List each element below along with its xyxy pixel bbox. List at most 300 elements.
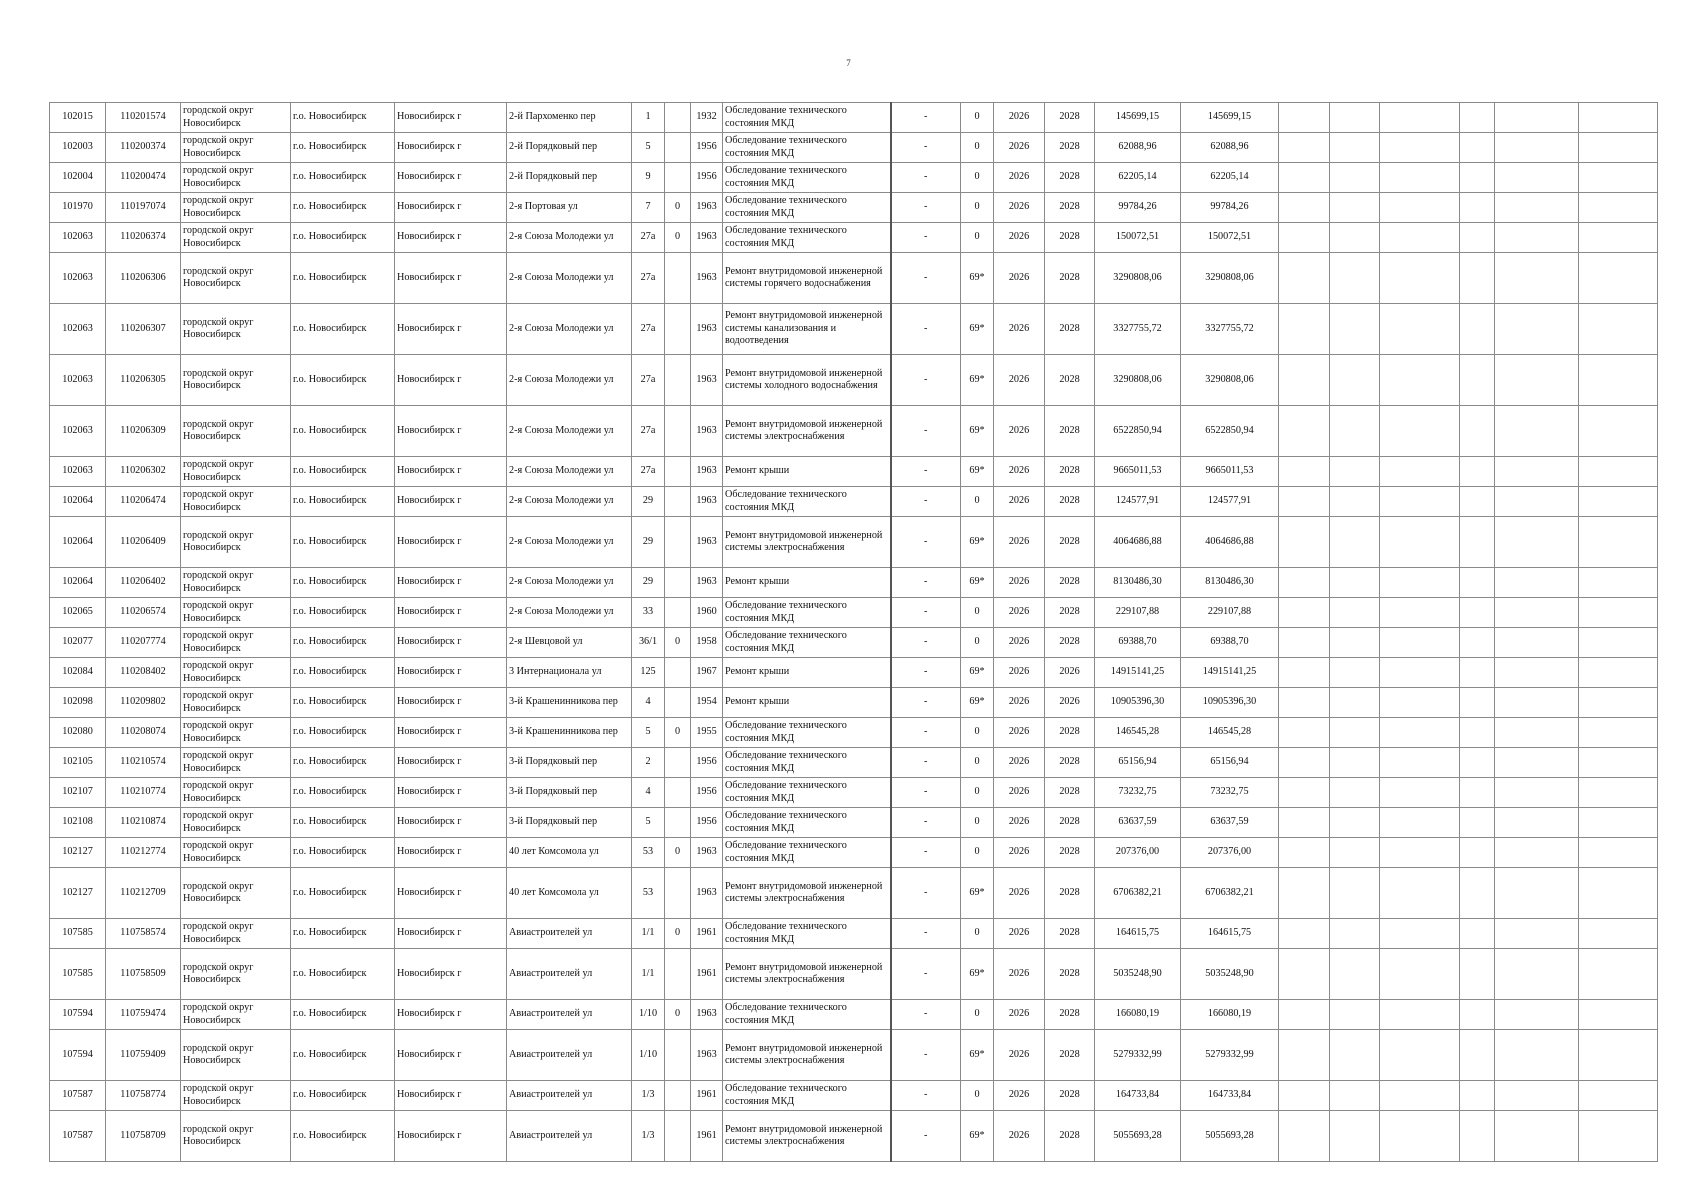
cell-municipal-unit: г.о. Новосибирск [291,949,395,1000]
cell-empty [1579,304,1658,355]
cell-work-id: 110758509 [106,949,181,1000]
cell-municipal-unit: г.о. Новосибирск [291,688,395,718]
cell-start-year: 2026 [994,1000,1045,1030]
cell-empty [1579,568,1658,598]
cell-municipal-unit: г.о. Новосибирск [291,778,395,808]
cell-building [665,1030,691,1081]
cell-house-number: 4 [632,688,665,718]
cell-year: 1956 [691,808,723,838]
cell-building: 0 [665,1000,691,1030]
cell-empty [1495,406,1579,457]
cell-empty [1460,748,1495,778]
table-row [50,1081,1658,1111]
cell-street: 2-я Шевцовой ул [507,628,632,658]
cell-empty [1279,103,1330,133]
cell-empty [1495,1111,1579,1162]
cell-start-year: 2026 [994,103,1045,133]
cell-empty [1579,868,1658,919]
cell-wear: 69* [961,568,994,598]
cell-building [665,457,691,487]
cell-municipality: городской округ Новосибирск [181,808,291,838]
cell-house-number: 29 [632,568,665,598]
cell-municipal-unit: г.о. Новосибирск [291,103,395,133]
cell-empty [1579,517,1658,568]
cell-municipal-unit: г.о. Новосибирск [291,718,395,748]
cell-municipal-unit: г.о. Новосибирск [291,406,395,457]
cell-end-year: 2028 [1045,748,1095,778]
cell-work-type: Ремонт крыши [723,658,891,688]
cell-house-number: 1 [632,103,665,133]
cell-empty [1460,517,1495,568]
cell-house-number: 1/3 [632,1081,665,1111]
cell-building [665,406,691,457]
cell-street: Авиастроителей ул [507,1111,632,1162]
cell-start-year: 2026 [994,193,1045,223]
cell-street: 3 Интернационала ул [507,658,632,688]
cell-empty [1495,304,1579,355]
cell-wear: 0 [961,193,994,223]
cell-empty [1460,1111,1495,1162]
cell-street: 2-я Союза Молодежи ул [507,406,632,457]
cell-street: 2-я Портовая ул [507,193,632,223]
cell-municipal-unit: г.о. Новосибирск [291,487,395,517]
cell-street: 2-й Порядковый пер [507,133,632,163]
cell-work-type: Обследование технического состояния МКД [723,778,891,808]
cell-work-id: 110206306 [106,253,181,304]
cell-empty [1460,1000,1495,1030]
cell-street: 2-я Союза Молодежи ул [507,304,632,355]
cell-year: 1960 [691,598,723,628]
cell-house-id: 102063 [50,355,106,406]
cell-dash: - [891,163,961,193]
cell-empty [1330,568,1380,598]
cell-building: 0 [665,223,691,253]
cell-empty [1460,487,1495,517]
cell-wear: 69* [961,688,994,718]
cell-municipal-unit: г.о. Новосибирск [291,658,395,688]
cell-work-id: 110212774 [106,838,181,868]
cell-municipality: городской округ Новосибирск [181,1030,291,1081]
cell-dash: - [891,628,961,658]
cell-municipality: городской округ Новосибирск [181,304,291,355]
cell-work-type: Ремонт внутридомовой инженерной системы электроснабжения [723,1111,891,1162]
cell-empty [1579,1000,1658,1030]
cell-building [665,1111,691,1162]
table-row [50,355,1658,406]
cell-cost-total: 229107,88 [1181,598,1279,628]
cell-start-year: 2026 [994,658,1045,688]
cell-street: 40 лет Комсомола ул [507,868,632,919]
cell-empty [1279,628,1330,658]
cell-work-id: 110200374 [106,133,181,163]
cell-empty [1279,1000,1330,1030]
cell-cost: 6706382,21 [1095,868,1181,919]
cell-street: 2-й Пархоменко пер [507,103,632,133]
cell-house-id: 102063 [50,223,106,253]
cell-building: 0 [665,838,691,868]
cell-end-year: 2028 [1045,808,1095,838]
cell-empty [1460,778,1495,808]
cell-work-id: 110206374 [106,223,181,253]
cell-work-type: Ремонт внутридомовой инженерной системы горячего водоснабжения [723,253,891,304]
cell-street: 3-й Порядковый пер [507,748,632,778]
cell-house-id: 102004 [50,163,106,193]
cell-dash: - [891,748,961,778]
cell-year: 1963 [691,304,723,355]
cell-dash: - [891,304,961,355]
cell-dash: - [891,568,961,598]
cell-end-year: 2028 [1045,868,1095,919]
cell-empty [1460,919,1495,949]
cell-empty [1579,919,1658,949]
cell-empty [1380,688,1460,718]
cell-start-year: 2026 [994,355,1045,406]
cell-start-year: 2026 [994,718,1045,748]
cell-empty [1460,628,1495,658]
cell-house-id: 107587 [50,1081,106,1111]
cell-building: 0 [665,919,691,949]
cell-building [665,355,691,406]
cell-empty [1330,193,1380,223]
cell-empty [1279,568,1330,598]
cell-empty [1460,1081,1495,1111]
cell-wear: 0 [961,598,994,628]
cell-empty [1495,718,1579,748]
cell-empty [1330,1081,1380,1111]
cell-work-id: 110208402 [106,658,181,688]
cell-empty [1460,163,1495,193]
cell-empty [1460,598,1495,628]
cell-end-year: 2028 [1045,1111,1095,1162]
cell-cost: 63637,59 [1095,808,1181,838]
cell-work-type: Ремонт крыши [723,568,891,598]
cell-municipal-unit: г.о. Новосибирск [291,163,395,193]
cell-cost-total: 207376,00 [1181,838,1279,868]
cell-empty [1380,598,1460,628]
cell-street: 2-я Союза Молодежи ул [507,568,632,598]
table-row [50,688,1658,718]
cell-start-year: 2026 [994,163,1045,193]
cell-municipality: городской округ Новосибирск [181,1111,291,1162]
cell-municipality: городской округ Новосибирск [181,688,291,718]
cell-empty [1380,1000,1460,1030]
cell-empty [1579,103,1658,133]
cell-wear: 0 [961,103,994,133]
cell-house-id: 102015 [50,103,106,133]
cell-end-year: 2028 [1045,598,1095,628]
cell-empty [1330,628,1380,658]
cell-empty [1279,748,1330,778]
cell-house-id: 107585 [50,949,106,1000]
cell-end-year: 2028 [1045,838,1095,868]
cell-year: 1963 [691,487,723,517]
cell-year: 1967 [691,658,723,688]
cell-end-year: 2026 [1045,688,1095,718]
cell-year: 1961 [691,919,723,949]
cell-cost: 4064686,88 [1095,517,1181,568]
cell-house-number: 53 [632,838,665,868]
cell-empty [1380,949,1460,1000]
cell-year: 1963 [691,838,723,868]
cell-building [665,103,691,133]
cell-cost: 5279332,99 [1095,1030,1181,1081]
cell-municipality: городской округ Новосибирск [181,355,291,406]
cell-empty [1279,133,1330,163]
cell-municipal-unit: г.о. Новосибирск [291,223,395,253]
table-row [50,457,1658,487]
cell-street: 2-я Союза Молодежи ул [507,223,632,253]
cell-cost-total: 164615,75 [1181,919,1279,949]
cell-settlement: Новосибирск г [395,133,507,163]
cell-wear: 69* [961,658,994,688]
cell-settlement: Новосибирск г [395,487,507,517]
cell-start-year: 2026 [994,1111,1045,1162]
cell-house-id: 102064 [50,487,106,517]
cell-dash: - [891,1030,961,1081]
cell-empty [1330,253,1380,304]
cell-empty [1380,517,1460,568]
cell-empty [1460,133,1495,163]
cell-settlement: Новосибирск г [395,748,507,778]
page-number: 7 [846,58,851,68]
cell-municipal-unit: г.о. Новосибирск [291,598,395,628]
cell-end-year: 2028 [1045,628,1095,658]
cell-work-id: 110206402 [106,568,181,598]
cell-empty [1460,223,1495,253]
cell-house-id: 102064 [50,517,106,568]
cell-work-type: Обследование технического состояния МКД [723,223,891,253]
cell-work-id: 110210574 [106,748,181,778]
cell-empty [1330,163,1380,193]
cell-cost-total: 6522850,94 [1181,406,1279,457]
cell-municipality: городской округ Новосибирск [181,778,291,808]
cell-building [665,688,691,718]
cell-wear: 69* [961,355,994,406]
cell-house-number: 27а [632,457,665,487]
cell-work-id: 110759409 [106,1030,181,1081]
cell-cost-total: 146545,28 [1181,718,1279,748]
cell-cost-total: 166080,19 [1181,1000,1279,1030]
cell-cost: 145699,15 [1095,103,1181,133]
cell-work-id: 110200474 [106,163,181,193]
cell-municipality: городской округ Новосибирск [181,1000,291,1030]
cell-start-year: 2026 [994,748,1045,778]
cell-empty [1330,838,1380,868]
cell-start-year: 2026 [994,517,1045,568]
cell-empty [1460,355,1495,406]
cell-work-type: Ремонт внутридомовой инженерной системы электроснабжения [723,868,891,919]
cell-house-number: 1/10 [632,1030,665,1081]
cell-work-type: Обследование технического состояния МКД [723,1081,891,1111]
cell-settlement: Новосибирск г [395,718,507,748]
cell-empty [1380,304,1460,355]
cell-municipality: городской округ Новосибирск [181,517,291,568]
cell-start-year: 2026 [994,223,1045,253]
cell-house-number: 33 [632,598,665,628]
cell-cost-total: 62088,96 [1181,133,1279,163]
cell-year: 1961 [691,1111,723,1162]
cell-wear: 0 [961,1081,994,1111]
cell-empty [1279,598,1330,628]
cell-municipality: городской округ Новосибирск [181,949,291,1000]
cell-work-id: 110206302 [106,457,181,487]
cell-street: 40 лет Комсомола ул [507,838,632,868]
cell-end-year: 2028 [1045,103,1095,133]
cell-dash: - [891,517,961,568]
cell-empty [1380,223,1460,253]
cell-year: 1961 [691,1081,723,1111]
cell-empty [1579,628,1658,658]
cell-house-number: 125 [632,658,665,688]
cell-cost-total: 6706382,21 [1181,868,1279,919]
cell-work-type: Обследование технического состояния МКД [723,628,891,658]
cell-empty [1495,223,1579,253]
cell-dash: - [891,949,961,1000]
cell-empty [1380,628,1460,658]
cell-work-id: 110201574 [106,103,181,133]
cell-start-year: 2026 [994,919,1045,949]
cell-settlement: Новосибирск г [395,949,507,1000]
cell-empty [1279,457,1330,487]
table-row [50,163,1658,193]
cell-cost: 99784,26 [1095,193,1181,223]
cell-street: 3-й Крашенинникова пер [507,718,632,748]
cell-settlement: Новосибирск г [395,406,507,457]
cell-settlement: Новосибирск г [395,778,507,808]
cell-settlement: Новосибирск г [395,163,507,193]
cell-settlement: Новосибирск г [395,193,507,223]
cell-empty [1579,253,1658,304]
cell-end-year: 2028 [1045,253,1095,304]
cell-end-year: 2026 [1045,658,1095,688]
cell-municipal-unit: г.о. Новосибирск [291,355,395,406]
cell-building [665,253,691,304]
cell-dash: - [891,223,961,253]
cell-empty [1579,193,1658,223]
cell-empty [1495,1030,1579,1081]
cell-start-year: 2026 [994,1030,1045,1081]
table-row [50,658,1658,688]
cell-house-number: 29 [632,487,665,517]
cell-empty [1579,1081,1658,1111]
cell-empty [1579,949,1658,1000]
cell-house-number: 7 [632,193,665,223]
cell-end-year: 2028 [1045,1081,1095,1111]
cell-street: 2-я Союза Молодежи ул [507,598,632,628]
cell-empty [1495,517,1579,568]
cell-year: 1963 [691,1000,723,1030]
cell-cost-total: 150072,51 [1181,223,1279,253]
cell-cost: 164615,75 [1095,919,1181,949]
cell-street: 3-й Порядковый пер [507,778,632,808]
cell-municipal-unit: г.о. Новосибирск [291,1081,395,1111]
table-row [50,223,1658,253]
cell-cost-total: 3290808,06 [1181,355,1279,406]
cell-end-year: 2028 [1045,1000,1095,1030]
cell-dash: - [891,688,961,718]
cell-empty [1579,223,1658,253]
cell-empty [1330,718,1380,748]
cell-house-id: 102063 [50,406,106,457]
cell-wear: 69* [961,406,994,457]
cell-dash: - [891,1081,961,1111]
cell-work-type: Ремонт внутридомовой инженерной системы электроснабжения [723,949,891,1000]
cell-cost: 124577,91 [1095,487,1181,517]
cell-work-type: Ремонт внутридомовой инженерной системы электроснабжения [723,517,891,568]
cell-end-year: 2028 [1045,517,1095,568]
cell-empty [1279,838,1330,868]
cell-cost: 3290808,06 [1095,253,1181,304]
cell-empty [1380,748,1460,778]
table-row [50,838,1658,868]
cell-cost-total: 14915141,25 [1181,658,1279,688]
cell-year: 1958 [691,628,723,658]
cell-work-id: 110206307 [106,304,181,355]
cell-settlement: Новосибирск г [395,868,507,919]
cell-empty [1330,919,1380,949]
cell-cost: 5035248,90 [1095,949,1181,1000]
table-row [50,1000,1658,1030]
cell-house-id: 101970 [50,193,106,223]
cell-municipal-unit: г.о. Новосибирск [291,193,395,223]
cell-end-year: 2028 [1045,193,1095,223]
cell-cost: 207376,00 [1095,838,1181,868]
table-row [50,253,1658,304]
cell-empty [1460,868,1495,919]
cell-dash: - [891,1111,961,1162]
cell-empty [1495,748,1579,778]
table-row [50,193,1658,223]
cell-start-year: 2026 [994,457,1045,487]
cell-cost: 3290808,06 [1095,355,1181,406]
cell-empty [1460,406,1495,457]
cell-work-id: 110210774 [106,778,181,808]
cell-work-id: 110206474 [106,487,181,517]
cell-wear: 69* [961,949,994,1000]
cell-building [665,748,691,778]
cell-empty [1330,808,1380,838]
cell-dash: - [891,103,961,133]
cell-end-year: 2028 [1045,304,1095,355]
cell-cost-total: 5279332,99 [1181,1030,1279,1081]
cell-empty [1579,718,1658,748]
cell-empty [1279,517,1330,568]
cell-empty [1330,598,1380,628]
cell-empty [1460,253,1495,304]
cell-work-id: 110758574 [106,919,181,949]
cell-house-id: 102077 [50,628,106,658]
cell-building [665,163,691,193]
cell-year: 1963 [691,457,723,487]
cell-municipal-unit: г.о. Новосибирск [291,253,395,304]
cell-dash: - [891,658,961,688]
cell-year: 1963 [691,868,723,919]
cell-building [665,808,691,838]
cell-empty [1495,598,1579,628]
cell-municipality: городской округ Новосибирск [181,406,291,457]
cell-work-type: Обследование технического состояния МКД [723,838,891,868]
cell-start-year: 2026 [994,1081,1045,1111]
cell-building [665,598,691,628]
cell-house-number: 5 [632,718,665,748]
cell-cost: 62205,14 [1095,163,1181,193]
cell-empty [1279,658,1330,688]
cell-work-id: 110206309 [106,406,181,457]
cell-empty [1495,133,1579,163]
cell-wear: 0 [961,1000,994,1030]
cell-empty [1460,1030,1495,1081]
cell-empty [1380,919,1460,949]
